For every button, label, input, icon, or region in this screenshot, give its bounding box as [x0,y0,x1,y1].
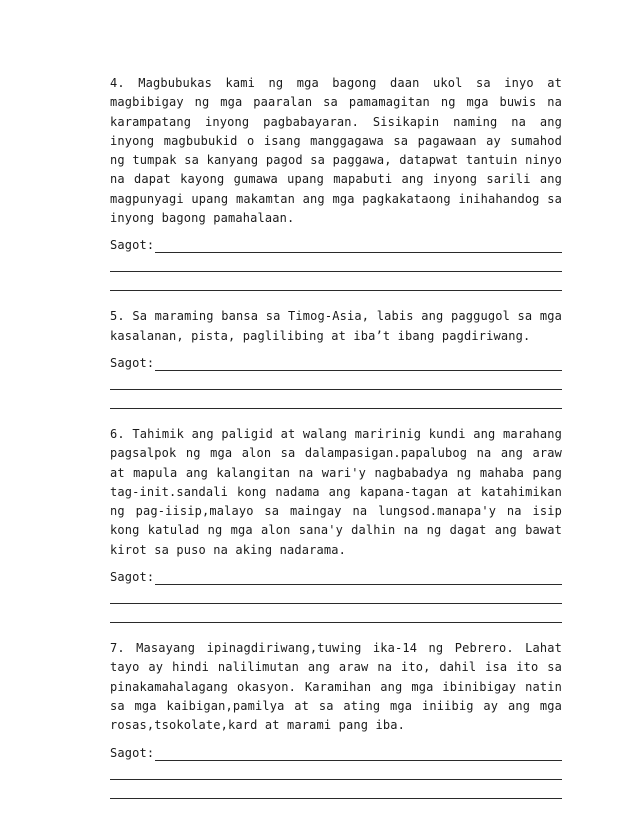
answer-label: Sagot: [110,570,155,585]
answer-line[interactable] [110,272,562,291]
question-text: 6. Tahimik ang paligid at walang maririnig kundi ang marahang pagsalpok ng mga alon sa dalampasigan.papalubog na ang araw at mapula ang kalangitan na wari'y nagbabadya ng mahaba pang tag-init.sandali kong nadama ang kapana-tagan at katahimikan ng pag-iisip,malayo sa maingay na lungsod.manapa'y na isip kong katulad ng mga alon sana'y dalhin na ng dagat ang bawat kirot sa puso na aking nadarama. [110,426,562,557]
worksheet-page [110,74,562,799]
answer-line[interactable] [110,390,562,409]
answer-line[interactable] [110,585,562,604]
answer-line[interactable] [155,239,562,253]
answer-line[interactable] [155,571,562,585]
question-6 [110,425,562,623]
answer-label: Sagot: [110,238,155,253]
answer-line[interactable] [110,761,562,780]
answer-line[interactable] [110,253,562,272]
question-text: 4. Magbubukas kami ng mga bagong daan ukol sa inyo at magbibigay ng mga paaralan sa pamamagitan ng mga buwis na karampatang inyong pagbabayaran. Sisikapin naming na ang inyong magbubukid o isang manggagawa sa pagawaan ay sumahod ng tumpak sa kanyang pagod sa paggawa, datapwat tantuin ninyo na dapat kayong gumawa upang mapabuti ang inyong sarili ang magpunyagi upang makamtan ang mga pagkakataong inihahandog sa inyong bagong pamahalaan. [110,76,562,226]
spacer [110,623,562,639]
question-text: 7. Masayang ipinagdiriwang,tuwing ika-14 ng Pebrero. Lahat tayo ay hindi nalilimutan ang araw na ito, dahil isa ito sa pinakamahalagang okasyon. Karamihan ang mga ibinibigay natin sa mga kaibigan,pamilya at sa ating mga iniibig ay ang mga rosas,tsokolate,kard at marami pang iba. [110,641,562,733]
spacer [110,409,562,425]
spacer [110,291,562,307]
answer-line[interactable] [155,747,562,761]
answer-label: Sagot: [110,745,155,760]
question-4 [110,74,562,291]
question-5 [110,307,562,409]
answer-row [110,569,562,585]
answer-label: Sagot: [110,355,155,370]
answer-line[interactable] [110,780,562,799]
question-text: 5. Sa maraming bansa sa Timog-Asia, labis ang paggugol sa mga kasalanan, pista, paglilibing at iba’t ibang pagdiriwang. [110,309,562,343]
answer-row [110,237,562,253]
question-7 [110,639,562,798]
answer-line[interactable] [110,604,562,623]
answer-row [110,355,562,371]
answer-line[interactable] [110,371,562,390]
answer-line[interactable] [155,357,562,371]
answer-row [110,745,562,761]
